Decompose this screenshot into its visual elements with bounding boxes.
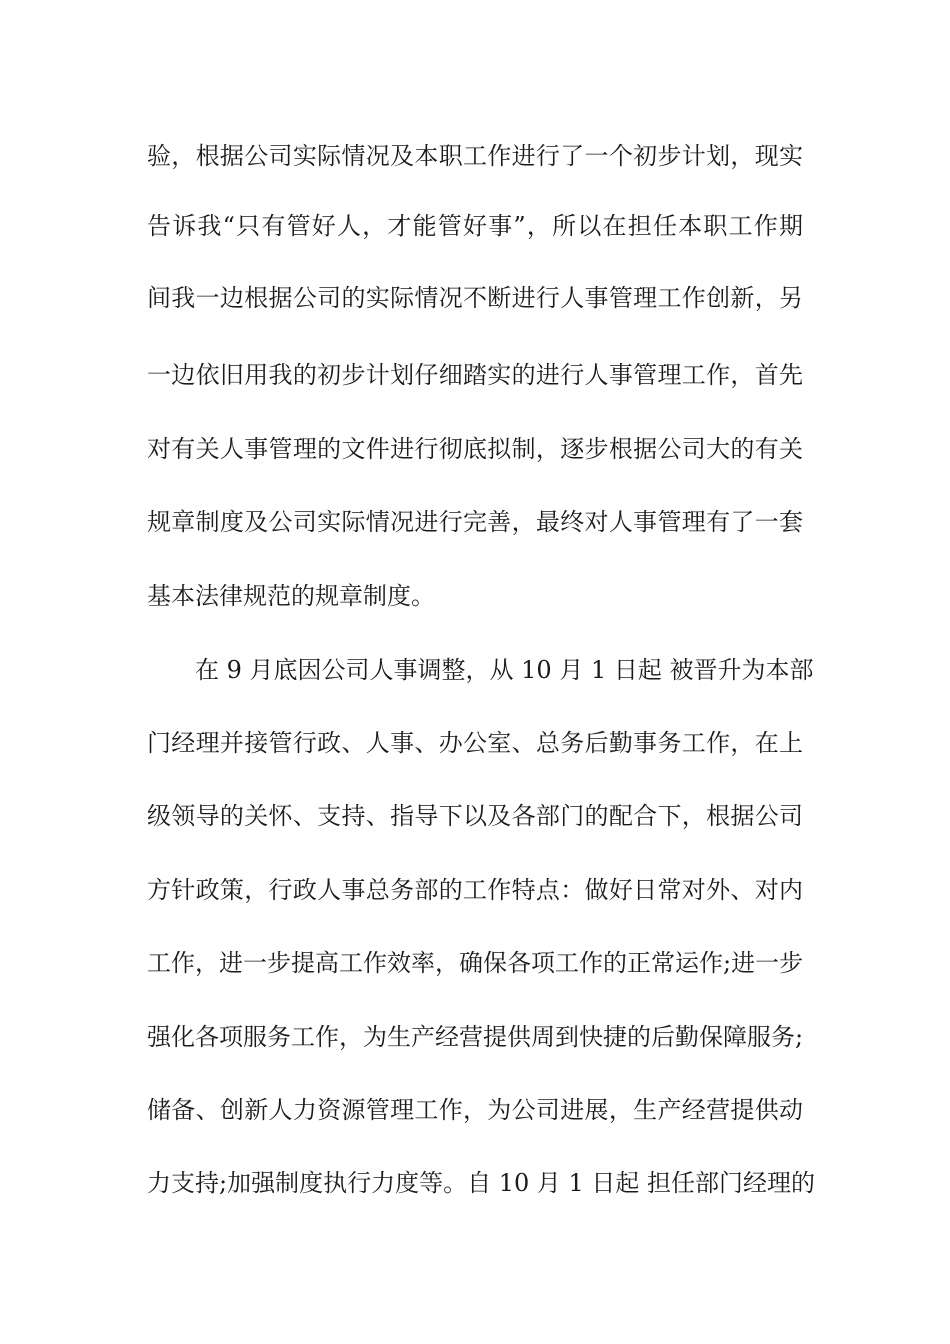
paragraph-line: 级领导的关怀、支持、指导下以及各部门的配合下，根据公司: [147, 802, 803, 830]
paragraph-line: 间我一边根据公司的实际情况不断进行人事管理工作创新，另: [147, 284, 803, 312]
paragraph-line: 基本法律规范的规章制度。: [147, 582, 435, 610]
paragraph-line: 强化各项服务工作，为生产经营提供周到快捷的后勤保障服务;: [147, 1023, 804, 1051]
paragraph-line: 储备、创新人力资源管理工作，为公司进展，生产经营提供动: [147, 1096, 803, 1124]
paragraph-line: 告诉我“只有管好人，才能管好事”，所以在担任本职工作期: [147, 212, 803, 240]
paragraph-line: 方针政策，行政人事总务部的工作特点：做好日常对外、对内: [147, 876, 803, 904]
paragraph-line: 工作，进一步提高工作效率，确保各项工作的正常运作;进一步: [147, 949, 804, 977]
paragraph-line: 验，根据公司实际情况及本职工作进行了一个初步计划，现实: [147, 142, 803, 170]
paragraph-line: 规章制度及公司实际情况进行完善，最终对人事管理有了一套: [147, 508, 803, 536]
paragraph-line: 在 9 月底因公司人事调整，从 10 月 1 日起 被晋升为本部: [195, 656, 814, 684]
paragraph-line: 门经理并接管行政、人事、办公室、总务后勤事务工作，在上: [147, 729, 803, 757]
paragraph-line: 力支持;加强制度执行力度等。自 10 月 1 日起 担任部门经理的: [147, 1169, 816, 1197]
paragraph-line: 一边依旧用我的初步计划仔细踏实的进行人事管理工作，首先: [147, 361, 803, 389]
paragraph-line: 对有关人事管理的文件进行彻底拟制，逐步根据公司大的有关: [147, 435, 803, 463]
